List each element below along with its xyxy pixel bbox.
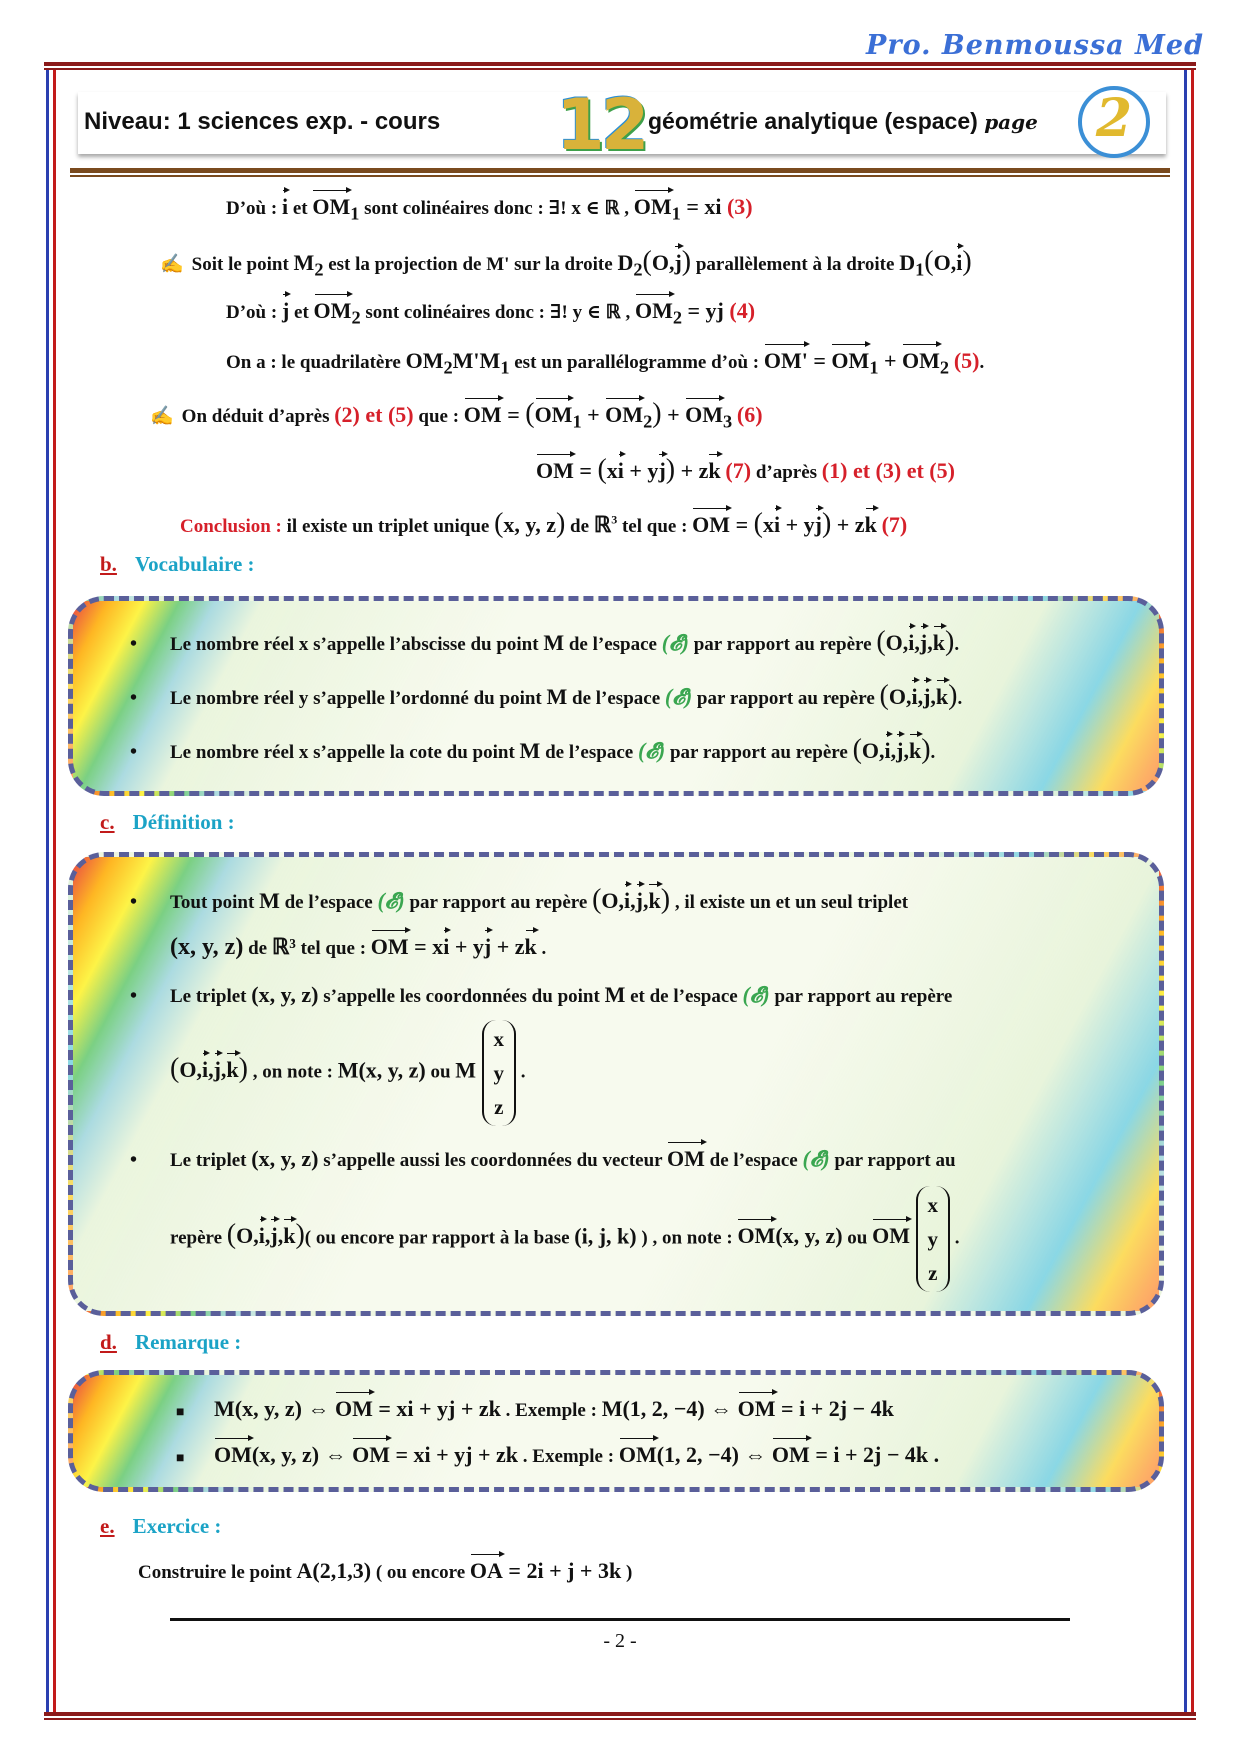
text: de l’espace [279, 892, 378, 913]
text: par rapport au [829, 1150, 956, 1171]
pencil-icon: ✍ [160, 254, 184, 275]
text: On déduit d’après [181, 406, 335, 427]
text: D’où : [226, 302, 282, 323]
bottom-rule-thin [44, 1718, 1196, 1720]
text: ou [842, 1227, 873, 1249]
ref-2: (2) [334, 402, 360, 427]
text: D’où : [226, 198, 282, 219]
bullet-icon: • [130, 1149, 138, 1171]
author-signature: Pro. Benmoussa Med [866, 30, 1204, 61]
text: (x, y, z) ⇔ [251, 1442, 353, 1467]
r3-symbol: ℝ³ [271, 934, 296, 959]
text: de l’espace [564, 634, 662, 655]
text: est un parallélogramme d’où : [509, 352, 764, 373]
text: de l’espace [567, 688, 665, 709]
text: Le nombre réel x s’appelle la cote du point [170, 742, 520, 763]
pencil-icon: ✍ [150, 406, 174, 427]
text: On a : le quadrilatère [226, 352, 406, 373]
text: ) , on note : [636, 1227, 738, 1249]
square-bullet-icon: ■ [176, 1451, 185, 1466]
text: repère [170, 1227, 227, 1249]
triplet: (x, y, z) [251, 1146, 319, 1171]
text: tel que : [617, 516, 693, 537]
conclusion-line: Conclusion : il existe un triplet unique (x, y, z) de ℝ$^3$ tel que : OM = (xi + yj) + zk (7) [180, 508, 908, 539]
text: par rapport au repère [769, 986, 953, 1007]
text: s’appelle les coordonnées du point [318, 986, 605, 1007]
text: M(1, 2, −4) ⇔ [601, 1396, 738, 1421]
remark-item-1: ■ M(x, y, z) ⇔ OM = xi + yj + zk . Exemple : M(1, 2, −4) ⇔ OM = i + 2j − 4k [176, 1396, 894, 1421]
ref-3: (3) [875, 458, 902, 483]
section-letter: e. [100, 1514, 115, 1538]
triplet: (x, y, z) [775, 1223, 843, 1249]
level-label: Niveau: 1 sciences exp. - cours [84, 108, 441, 135]
vocab-item-2: • Le nombre réel y s’appelle l’ordonné du point M de l’espace (𝓔) par rapport au repère (O,i,j,k). [130, 680, 963, 711]
text: sont colinéaires donc : ∃! x ∈ ℝ , [359, 198, 634, 219]
text: ( ou encore [371, 1562, 470, 1583]
text: sont colinéaires donc : ∃! y ∈ ℝ , [360, 302, 635, 323]
text: Tout point [170, 892, 260, 913]
definition-item-3-cont: repère (O,i,j,k)( ou encore par rapport à la base (i, j, k) ) , on note : OM(x, y, z) ou OM x y z . [170, 1186, 960, 1292]
left-border [46, 70, 56, 1712]
text: il existe un triplet unique [281, 516, 495, 537]
text: par rapport au repère [404, 892, 593, 913]
chapter-title [648, 108, 1038, 135]
footer-rule [170, 1618, 1070, 1621]
header-rule-thin [70, 175, 1170, 177]
text: , il existe un et un seul triplet [670, 892, 909, 913]
intro-line-3: D’où : j et $OM_2$ sont colinéaires donc : ∃! y ∈ ℝ , $OM_2$ = yj (4) [226, 298, 756, 328]
triplet: (x, y, z) [251, 982, 319, 1007]
triplet: (x, y, z) [358, 1057, 426, 1083]
section-letter: d. [100, 1330, 117, 1354]
text: de [243, 938, 272, 959]
definition-item-2-cont: (O,i,j,k) , on note : M(x, y, z) ou M x y z . [170, 1020, 526, 1126]
text: = i + 2j − 4k [775, 1396, 894, 1421]
top-rule [44, 62, 1196, 66]
space-symbol: (𝓔) [661, 630, 689, 655]
text: et de l’espace [625, 986, 743, 1007]
remark-box [68, 1370, 1164, 1492]
coord-z: z [494, 1095, 504, 1119]
text: M [543, 630, 565, 655]
bullet-icon: • [130, 891, 138, 913]
section-d-title [100, 1330, 241, 1355]
definition-item-2: • Le triplet (x, y, z) s’appelle les coordonnées du point M et de l’espace (𝓔) par rapport au repère [130, 982, 953, 1007]
coord-z: z [928, 1261, 938, 1285]
text: par rapport au repère [688, 634, 877, 655]
ref-6: (6) [736, 402, 763, 427]
text: de [565, 516, 594, 537]
exercise-line: Construire le point A(2,1,3) ( ou encore OA = 2i + j + 3k ) [138, 1558, 633, 1583]
text: , on note : [247, 1061, 338, 1083]
section-name: Exercice : [132, 1514, 222, 1538]
text: M [519, 738, 541, 763]
text: et [901, 458, 930, 483]
text: Le triplet [170, 1150, 252, 1171]
coordinate-column [482, 1020, 517, 1126]
bottom-rule [44, 1712, 1196, 1716]
text: = xi [680, 194, 727, 219]
section-c-title [100, 810, 235, 835]
page-badge: 2 [1078, 86, 1150, 158]
vocab-item-3: • Le nombre réel x s’appelle la cote du point M de l’espace (𝓔) par rapport au repère (O,i,j,k). [130, 734, 936, 765]
top-rule-thin [44, 68, 1196, 70]
section-letter: c. [100, 810, 115, 834]
base: (i, j, k) [574, 1223, 637, 1249]
text: M(x, y, z) ⇔ [214, 1396, 335, 1421]
intro-line-1: D’où : i et $OM_1$ sont colinéaires donc : ∃! x ∈ ℝ , $OM_1$ = xi (3) [226, 194, 753, 224]
text: (1, 2, −4) ⇔ [656, 1442, 772, 1467]
text: d’après [751, 462, 822, 483]
definition-item-3: • Le triplet (x, y, z) s’appelle aussi les coordonnées du vecteur OM de l’espace (𝓔) par rapport au [130, 1146, 956, 1171]
ref-5: (5) [387, 402, 414, 427]
bullet-icon: • [130, 687, 138, 709]
intro-line-6: OM = (xi + yj) + zk (7) d’après (1) et (3) et (5) [536, 454, 955, 485]
definition-item-1: • Tout point M de l’espace (𝓔) par rapport au repère (O,i,j,k) , il existe un et un seul triplet [130, 884, 909, 915]
header-rule [70, 168, 1170, 173]
ref-7: (7) [725, 458, 752, 483]
section-name: Remarque : [134, 1330, 242, 1354]
section-b-title [100, 552, 255, 577]
text: . Exemple : [518, 1446, 619, 1467]
text: . Exemple : [500, 1400, 602, 1421]
ref-1: (1) [821, 458, 848, 483]
ref-4: (4) [729, 298, 756, 323]
remark-item-2: ■ OM(x, y, z) ⇔ OM = xi + yj + zk . Exemple : OM(1, 2, −4) ⇔ OM = i + 2j − 4k . [176, 1442, 940, 1467]
section-name: Vocabulaire : [134, 552, 255, 576]
ref-5: (5) [929, 458, 955, 483]
intro-line-5: ✍ On déduit d’après (2) et (5) que : OM = $(OM_1 + OM_2) + OM_3$ (6) [150, 398, 763, 432]
text: et [288, 198, 313, 219]
text: Construire le point [138, 1562, 297, 1583]
text: s’appelle aussi les coordonnées du vecteur [318, 1150, 667, 1171]
chapter-number: 12 [556, 84, 646, 166]
text: est la projection de M' sur la droite [323, 254, 618, 275]
text: ) [621, 1562, 633, 1583]
point-a: A(2,1,3) [296, 1558, 372, 1583]
text: tel que : [295, 938, 371, 959]
text: = xi + yj + zk [372, 1396, 501, 1421]
text: ( ou encore par rapport à la base [304, 1227, 575, 1249]
vocab-item-1: • Le nombre réel x s’appelle l’abscisse du point M de l’espace (𝓔) par rapport au repère (O,i,j,k). [130, 626, 960, 657]
page-number: - 2 - [603, 1630, 637, 1652]
text: M [546, 684, 568, 709]
ref-3: (3) [726, 194, 753, 219]
intro-line-4: On a : le quadrilatère $OM_2M'M_1$ est un parallélogramme d’où : $OM' = OM_1 + OM_2$ (5). [226, 348, 985, 378]
text: = 2i + j + 3k [502, 1558, 622, 1583]
chapter-title-text: géométrie analytique (espace) [648, 108, 978, 134]
ref-7: (7) [881, 512, 908, 537]
space-symbol: (𝓔) [377, 888, 405, 913]
text: = yj [682, 298, 730, 323]
space-symbol: (𝓔) [802, 1146, 830, 1171]
text: parallèlement à la droite [691, 254, 900, 275]
right-border [1184, 70, 1194, 1712]
text: et [359, 402, 388, 427]
page-word: page [984, 110, 1038, 134]
coord-y: y [927, 1227, 938, 1251]
space-symbol: (𝓔) [742, 982, 770, 1007]
text: par rapport au repère [692, 688, 880, 709]
conclusion-label: Conclusion : [180, 516, 282, 537]
text: Soit le point [191, 254, 294, 275]
text: et [289, 302, 314, 323]
intro-line-2: ✍ Soit le point $M_2$ est la projection de M' sur la droite $D_2(O,j)$ parallèlement à la droite $D_1(O,i)$ [160, 246, 972, 280]
text: par rapport au repère [665, 742, 853, 763]
coord-x: x [927, 1193, 938, 1217]
text: Le nombre réel y s’appelle l’ordonné du point [170, 688, 547, 709]
text: de l’espace [540, 742, 638, 763]
bullet-icon: • [130, 985, 138, 1007]
coordinate-column [916, 1186, 951, 1292]
coord-y: y [493, 1061, 505, 1085]
text: = i + 2j − 4k . [809, 1442, 940, 1467]
bullet-icon: • [130, 633, 138, 655]
text: Le triplet [170, 986, 252, 1007]
section-letter: b. [100, 552, 117, 576]
definition-item-1-cont: (x, y, z) de ℝ³ tel que : OM = xi + yj + zk . [170, 934, 547, 960]
text: ou [425, 1061, 456, 1083]
page-header [78, 84, 1166, 166]
space-symbol: (𝓔) [664, 684, 693, 709]
text: Le nombre réel x s’appelle l’abscisse du point [170, 634, 544, 655]
space-symbol: (𝓔) [637, 738, 666, 763]
section-name: Définition : [132, 810, 235, 834]
section-e-title [100, 1514, 221, 1539]
ref-5: (5) [953, 348, 980, 373]
text: = xi + yj + zk [389, 1442, 519, 1467]
coord-x: x [493, 1027, 505, 1051]
text: de l’espace [704, 1150, 803, 1171]
bullet-icon: • [130, 741, 138, 763]
text: et [847, 458, 876, 483]
triplet: (x, y, z) [170, 934, 244, 960]
square-bullet-icon: ■ [176, 1405, 185, 1420]
text: que : [413, 406, 464, 427]
